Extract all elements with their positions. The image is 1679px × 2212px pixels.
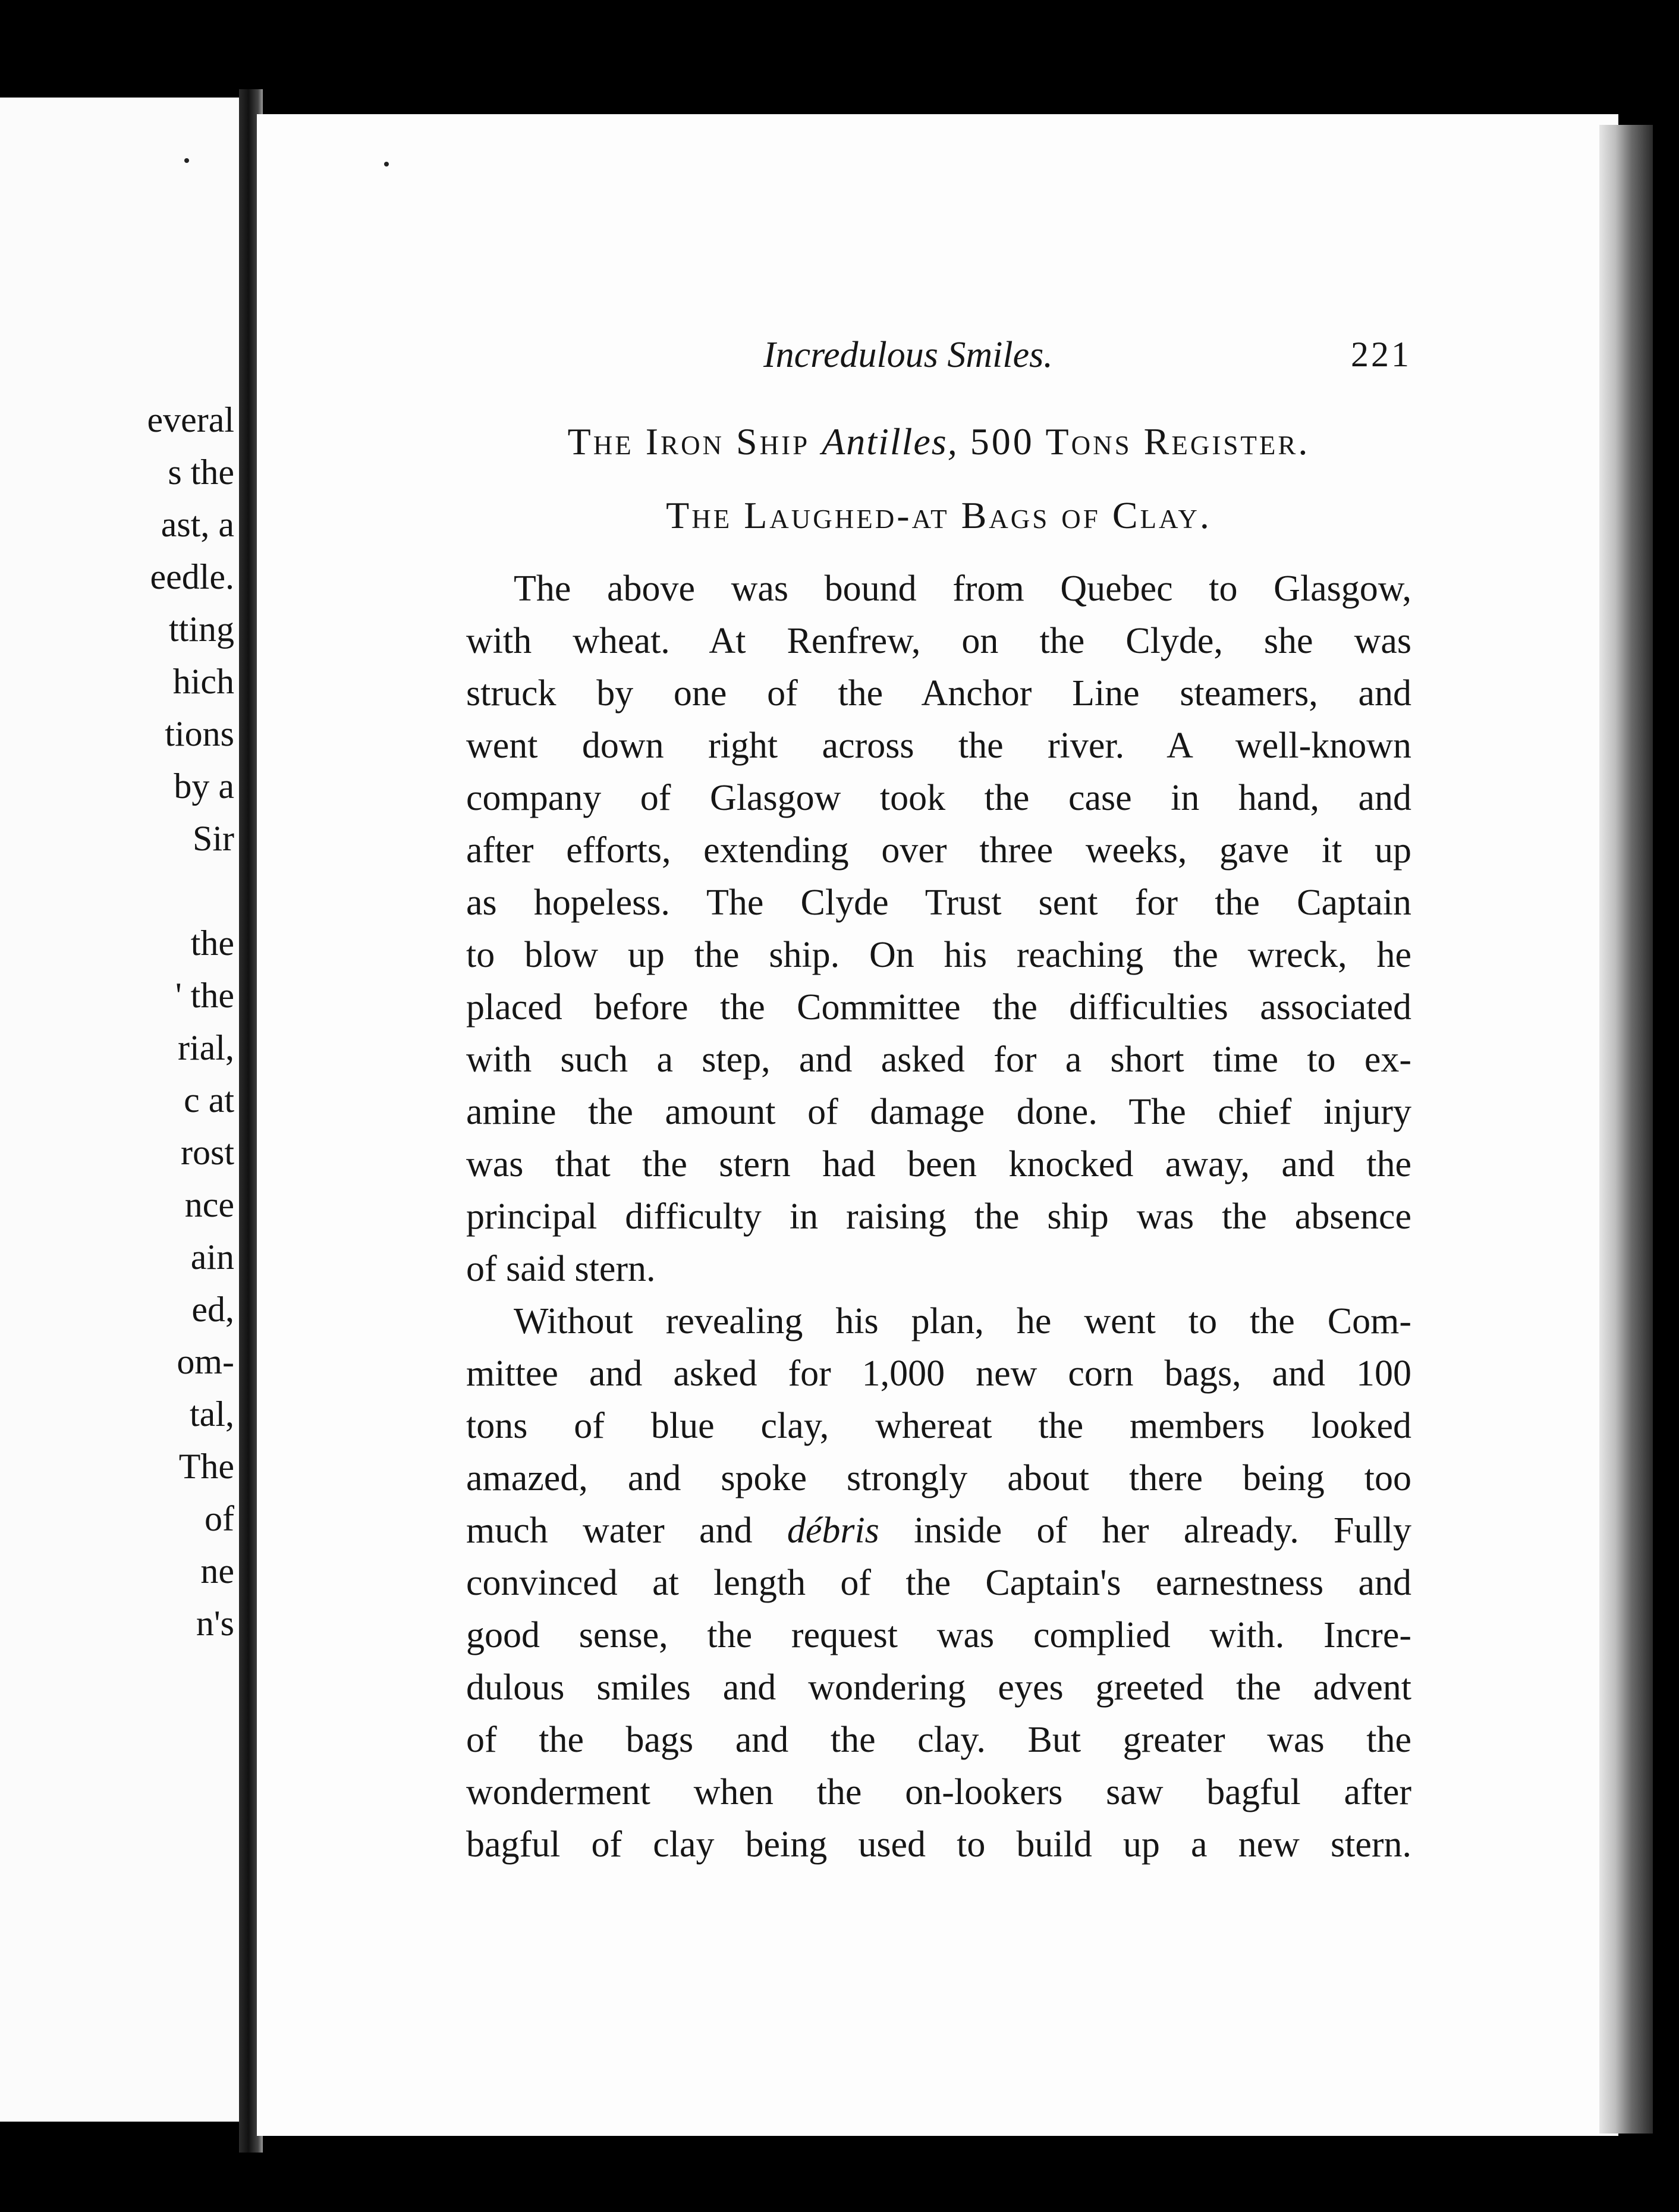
- heading-text: 500 Tons Register.: [970, 420, 1310, 463]
- left-line: rost: [181, 1133, 234, 1172]
- text-run: much water and: [466, 1510, 787, 1551]
- text-line: with such a step, and asked for a short time to ex-: [466, 1039, 1411, 1080]
- running-title: Incredulous Smiles.: [763, 335, 1053, 375]
- left-line: hich: [172, 662, 234, 701]
- text-line: [466, 1504, 1411, 1557]
- left-line: everal: [147, 400, 234, 439]
- left-line: of: [205, 1499, 234, 1538]
- left-line: Sir: [192, 819, 234, 858]
- text-line: amazed, and spoke strongly about there being too: [466, 1458, 1411, 1498]
- text-line: dulous smiles and wondering eyes greeted the advent: [466, 1667, 1411, 1708]
- left-line: om-: [177, 1342, 234, 1381]
- text-line: principal difficulty in raising the ship was the absence: [466, 1196, 1411, 1237]
- left-line: ' the: [175, 976, 234, 1015]
- left-line: c at: [184, 1080, 234, 1120]
- text-line: went down right across the river. A well-known: [466, 725, 1411, 766]
- text-line: bagful of clay being used to build up a new stern.: [466, 1824, 1411, 1865]
- text-line: convinced at length of the Captain's earnestness and: [466, 1563, 1411, 1603]
- left-line: rial,: [178, 1028, 234, 1067]
- text-run: inside of her already. Fully: [879, 1510, 1411, 1551]
- left-line: ne: [200, 1551, 234, 1591]
- text-line: good sense, the request was complied with. Incre-: [466, 1615, 1411, 1655]
- running-head: [466, 334, 1411, 382]
- page-number: 221: [1351, 335, 1411, 374]
- left-line: tions: [165, 714, 234, 753]
- left-line: The: [178, 1447, 234, 1486]
- left-line: nce: [184, 1185, 234, 1224]
- left-line: s the: [168, 453, 234, 492]
- left-line: n's: [196, 1604, 234, 1643]
- left-line: eedle.: [150, 557, 234, 596]
- text-line: placed before the Committee the difficulties associated: [466, 987, 1411, 1028]
- section-subheading: The Laughed-at Bags of Clay.: [666, 494, 1212, 536]
- left-line: by a: [174, 766, 234, 806]
- ink-speck: [184, 158, 189, 163]
- text-line: of said stern.: [466, 1249, 656, 1289]
- italic-word: débris: [787, 1510, 879, 1551]
- left-line: tting: [168, 609, 234, 649]
- section-heading: [466, 420, 1411, 464]
- ink-speck: [384, 162, 389, 166]
- text-line: with wheat. At Renfrew, on the Clyde, she was: [466, 621, 1411, 661]
- left-line: ast, a: [161, 505, 234, 544]
- text-line: as hopeless. The Clyde Trust sent for the Captain: [466, 882, 1411, 923]
- heading-text: The Iron Ship: [567, 420, 810, 463]
- text-line: tons of blue clay, whereat the members looked: [466, 1406, 1411, 1446]
- text-line: mittee and asked for 1,000 new corn bags, and 100: [466, 1353, 1411, 1394]
- left-line: ed,: [191, 1290, 234, 1329]
- text-line: of the bags and the clay. But greater was the: [466, 1720, 1411, 1760]
- left-page-fragment: [0, 98, 239, 2122]
- text-line: The above was bound from Quebec to Glasgow,: [514, 568, 1411, 609]
- page-edge-shadow: [1599, 125, 1653, 2134]
- left-line: the: [190, 923, 234, 963]
- left-line: ain: [190, 1237, 234, 1277]
- ship-name: Antilles,: [822, 420, 958, 463]
- text-line: company of Glasgow took the case in hand, and: [466, 778, 1411, 818]
- text-line: wonderment when the on-lookers saw bagful after: [466, 1772, 1411, 1812]
- text-line: amine the amount of damage done. The chief injury: [466, 1092, 1411, 1132]
- text-line: was that the stern had been knocked away, and the: [466, 1144, 1411, 1184]
- text-line: after efforts, extending over three weeks, gave it up: [466, 830, 1411, 871]
- text-line: to blow up the ship. On his reaching the wreck, he: [466, 935, 1411, 975]
- text-line: struck by one of the Anchor Line steamers, and: [466, 673, 1411, 714]
- text-line: Without revealing his plan, he went to the Com-: [514, 1301, 1411, 1341]
- left-line: tal,: [190, 1394, 234, 1434]
